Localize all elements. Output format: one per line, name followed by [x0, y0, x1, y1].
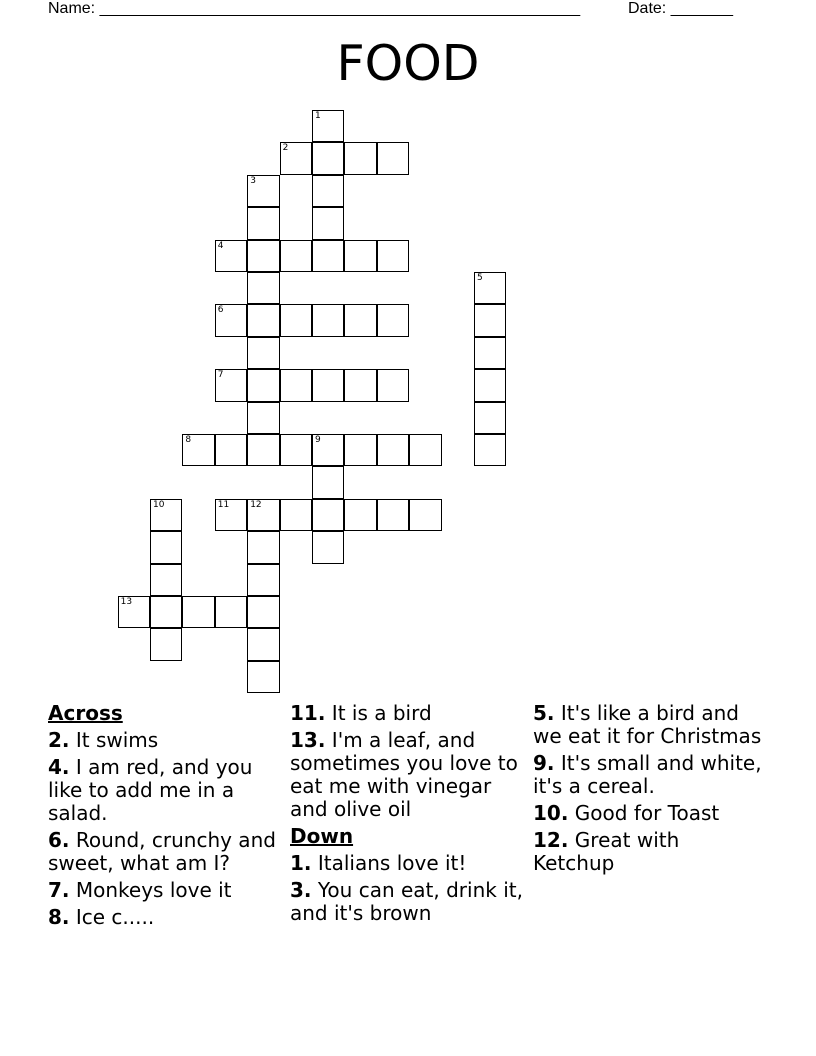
grid-cell[interactable]	[280, 304, 312, 336]
clue-number: 12.	[533, 828, 569, 852]
clue-number: 5.	[533, 701, 555, 725]
clue-number: 7.	[48, 878, 70, 902]
grid-cell[interactable]	[215, 369, 247, 401]
clue-across-7	[48, 879, 280, 902]
clue-number: 9.	[533, 751, 555, 775]
grid-cell[interactable]	[247, 337, 279, 369]
clue-number: 6.	[48, 828, 70, 852]
clue-number: 11.	[290, 701, 326, 725]
clue-text: It is a bird	[331, 701, 432, 725]
clue-across-6	[48, 829, 280, 875]
across-heading: Across	[48, 701, 123, 725]
grid-cell[interactable]	[280, 499, 312, 531]
name-field-label: Name: ______________________________________________________	[48, 0, 581, 17]
grid-cell[interactable]	[474, 369, 506, 401]
grid-cell[interactable]	[215, 434, 247, 466]
grid-cell[interactable]	[215, 596, 247, 628]
grid-cell[interactable]	[377, 240, 409, 272]
grid-cell[interactable]	[377, 142, 409, 174]
grid-cell[interactable]	[377, 434, 409, 466]
clue-down-5	[533, 702, 765, 748]
grid-cell[interactable]	[312, 110, 344, 142]
grid-cell[interactable]	[312, 531, 344, 563]
grid-cell[interactable]	[474, 272, 506, 304]
grid-cell[interactable]	[247, 499, 279, 531]
grid-cell[interactable]	[150, 499, 182, 531]
grid-cell[interactable]	[409, 499, 441, 531]
clue-number: 13.	[290, 728, 326, 752]
grid-cell[interactable]	[312, 466, 344, 498]
clues-column-3	[533, 702, 765, 879]
grid-cell[interactable]	[280, 434, 312, 466]
clue-number-label: 13	[120, 597, 133, 607]
clue-number-label: 12	[250, 499, 262, 510]
clue-number-label: 4	[217, 240, 224, 251]
grid-cell[interactable]	[344, 304, 376, 336]
grid-cell[interactable]	[377, 304, 409, 336]
grid-cell[interactable]	[182, 596, 214, 628]
grid-cell[interactable]	[215, 240, 247, 272]
grid-cell[interactable]	[215, 304, 247, 336]
grid-cell[interactable]	[247, 661, 279, 693]
clue-number: 3.	[290, 878, 312, 902]
clue-text: I am red, and you like to add me in a salad.	[48, 755, 253, 825]
clue-text: Ice c.....	[75, 905, 155, 929]
clue-number-label: 2	[282, 143, 289, 154]
grid-cell[interactable]	[247, 564, 279, 596]
grid-cell[interactable]	[280, 142, 312, 174]
clue-text: Good for Toast	[574, 801, 720, 825]
down-heading: Down	[290, 824, 354, 848]
grid-cell[interactable]	[344, 369, 376, 401]
grid-cell[interactable]	[118, 596, 150, 628]
clue-number-label: 8	[185, 435, 192, 445]
grid-cell[interactable]	[344, 240, 376, 272]
clue-number: 4.	[48, 755, 70, 779]
clue-down-3	[290, 879, 524, 925]
clue-across-11	[290, 702, 524, 725]
grid-cell[interactable]	[312, 434, 344, 466]
puzzle-title: FOOD	[336, 35, 480, 92]
grid-cell[interactable]	[182, 434, 214, 466]
clue-number-label: 9	[315, 435, 321, 445]
grid-cell[interactable]	[377, 499, 409, 531]
grid-cell[interactable]	[150, 564, 182, 596]
grid-cell[interactable]	[377, 369, 409, 401]
clue-down-1	[290, 852, 524, 875]
grid-cell[interactable]	[247, 240, 279, 272]
grid-cell[interactable]	[474, 304, 506, 336]
grid-cell[interactable]	[247, 596, 279, 628]
clues-column-2	[290, 702, 524, 929]
clue-across-8	[48, 906, 280, 929]
grid-cell[interactable]	[247, 434, 279, 466]
grid-cell[interactable]	[344, 142, 376, 174]
grid-cell[interactable]	[312, 142, 344, 174]
grid-cell[interactable]	[247, 207, 279, 239]
clue-text: I'm a leaf, and sometimes you love to eat me with vinegar and olive oil	[290, 728, 518, 821]
grid-cell[interactable]	[280, 240, 312, 272]
clue-number: 10.	[533, 801, 569, 825]
grid-cell[interactable]	[312, 304, 344, 336]
grid-cell[interactable]	[474, 337, 506, 369]
grid-cell[interactable]	[215, 499, 247, 531]
grid-cell[interactable]	[247, 402, 279, 434]
grid-cell[interactable]	[247, 531, 279, 563]
grid-cell[interactable]	[312, 175, 344, 207]
grid-cell[interactable]	[247, 304, 279, 336]
clue-down-12	[533, 829, 765, 875]
grid-cell[interactable]	[280, 369, 312, 401]
grid-cell[interactable]	[247, 369, 279, 401]
grid-cell[interactable]	[474, 434, 506, 466]
clue-number-label: 7	[217, 370, 224, 381]
clue-text: You can eat, drink it, and it's brown	[290, 878, 523, 925]
clue-text: Round, crunchy and sweet, what am I?	[48, 828, 276, 875]
clue-number: 1.	[290, 851, 312, 875]
clue-text: It's like a bird and we eat it for Christmas	[533, 701, 762, 748]
clue-text: Italians love it!	[317, 851, 467, 875]
clue-across-4	[48, 756, 280, 825]
clue-number-label: 6	[217, 305, 224, 316]
grid-cell[interactable]	[344, 434, 376, 466]
clue-down-10	[533, 802, 765, 825]
clue-number: 8.	[48, 905, 70, 929]
clue-down-9	[533, 752, 765, 798]
clues-column-1	[48, 702, 280, 933]
grid-cell[interactable]	[150, 531, 182, 563]
clue-across-2	[48, 729, 280, 752]
grid-cell[interactable]	[150, 628, 182, 660]
clue-text: It's small and white, it's a cereal.	[533, 751, 762, 798]
grid-cell[interactable]	[312, 240, 344, 272]
grid-cell[interactable]	[409, 434, 441, 466]
clue-number: 2.	[48, 728, 70, 752]
clue-number-label: 1	[315, 111, 321, 121]
clue-number-label: 5	[477, 273, 483, 283]
grid-cell[interactable]	[312, 369, 344, 401]
clue-text: It swims	[75, 728, 159, 752]
grid-cell[interactable]	[150, 596, 182, 628]
grid-cell[interactable]	[247, 272, 279, 304]
grid-cell[interactable]	[247, 628, 279, 660]
grid-cell[interactable]	[344, 499, 376, 531]
clue-number-label: 11	[217, 499, 230, 510]
grid-cell[interactable]	[312, 499, 344, 531]
clue-across-13	[290, 729, 524, 821]
clue-text: Great with Ketchup	[533, 828, 680, 875]
clue-number-label: 10	[153, 499, 165, 510]
grid-cell[interactable]	[312, 207, 344, 239]
date-field-label: Date: _______	[628, 0, 733, 17]
grid-cell[interactable]	[474, 402, 506, 434]
clue-number-label: 3	[250, 175, 256, 186]
clue-text: Monkeys love it	[75, 878, 232, 902]
grid-cell[interactable]	[247, 175, 279, 207]
